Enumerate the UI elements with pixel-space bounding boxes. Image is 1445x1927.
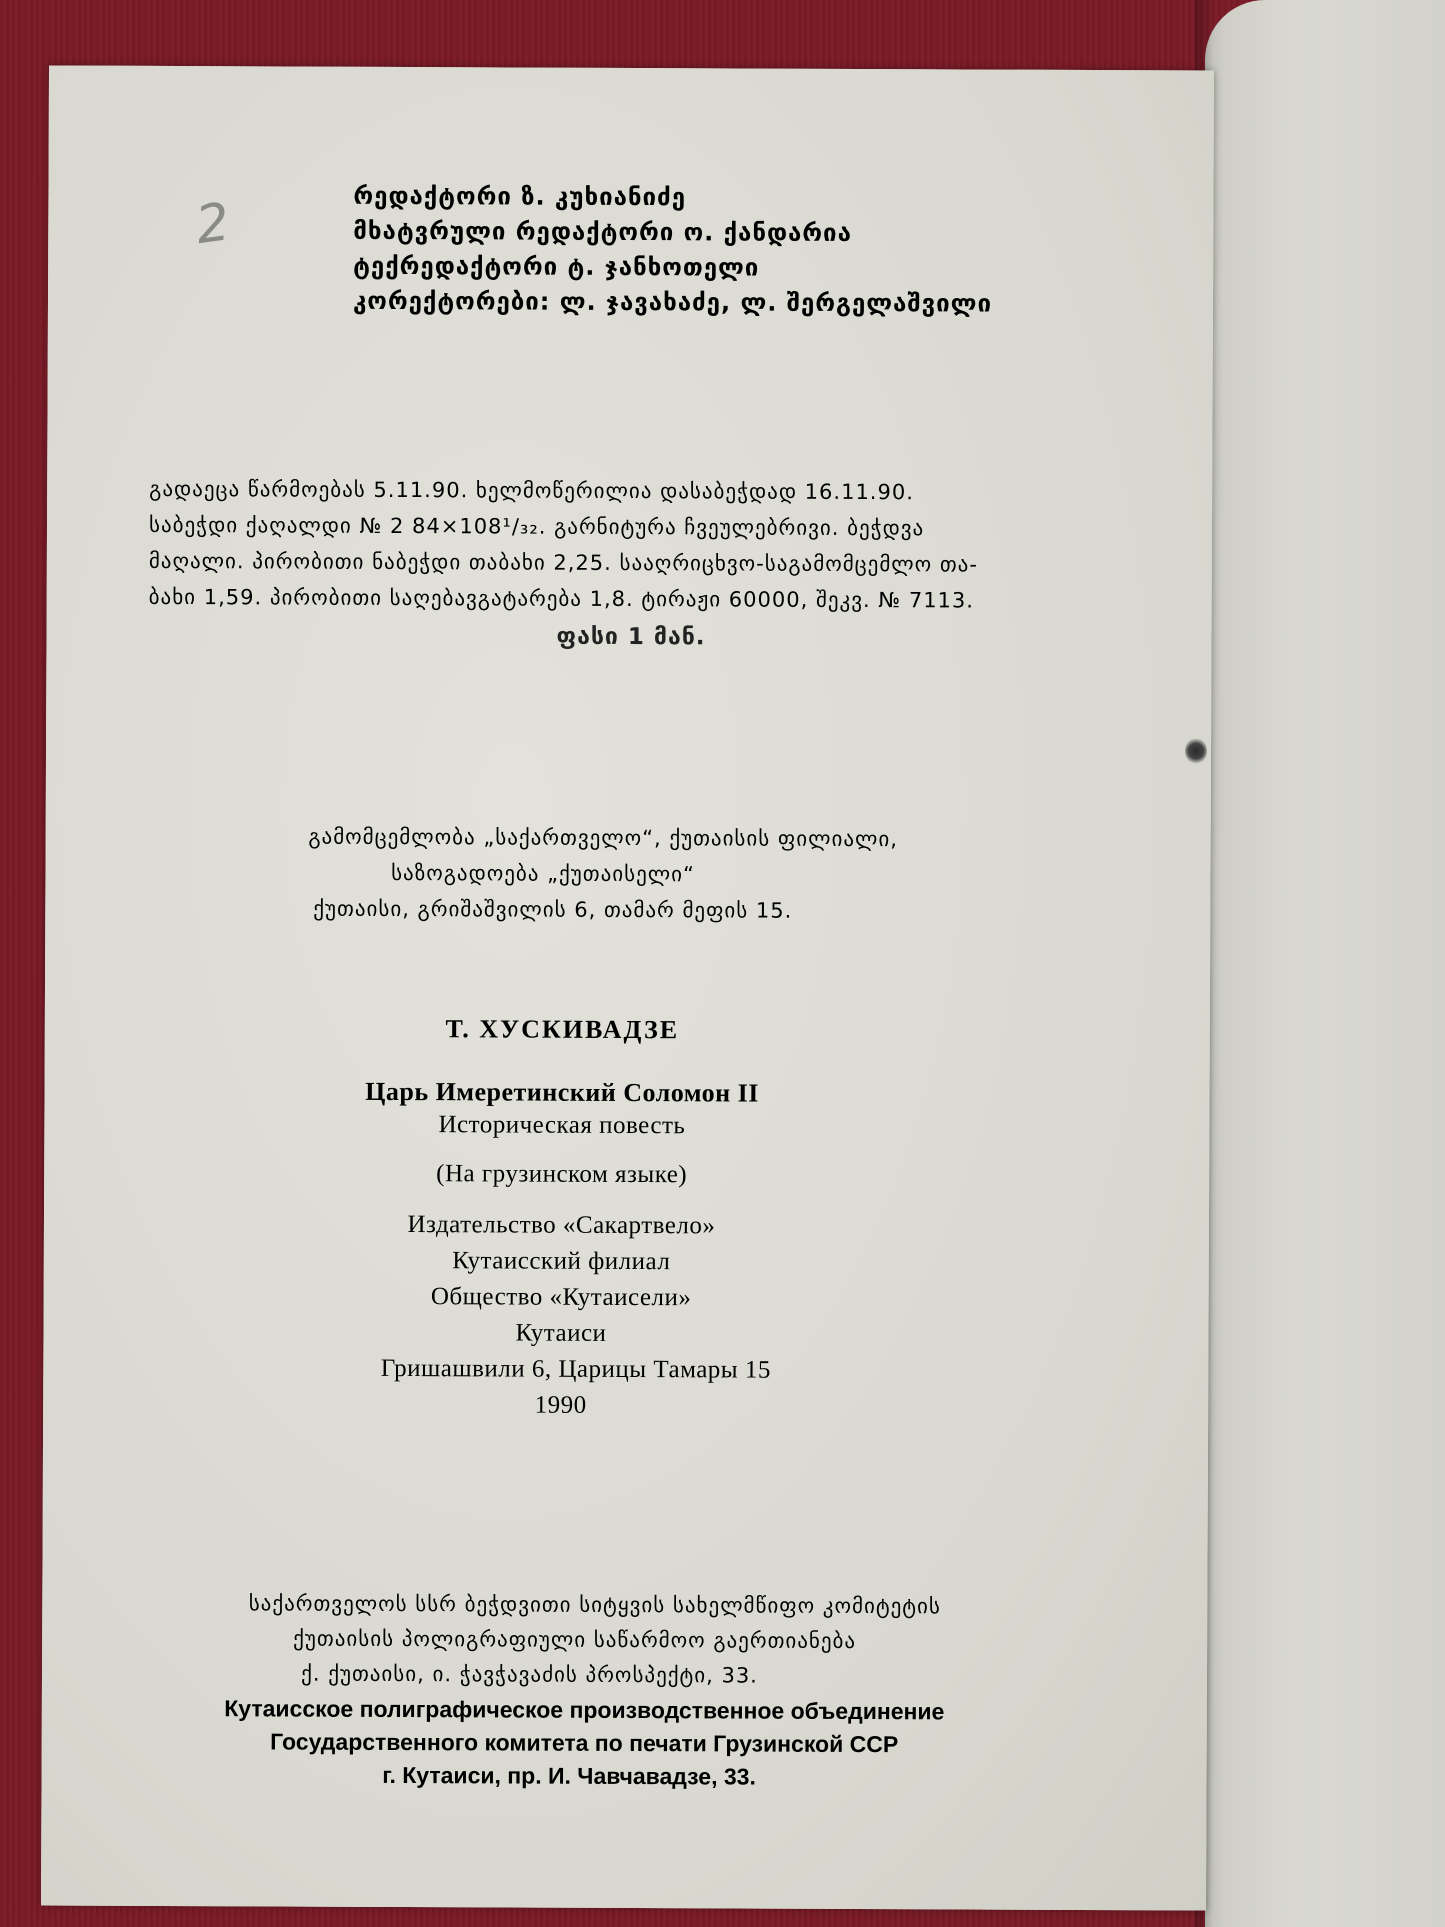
next-page-edge xyxy=(1205,0,1445,1927)
credit-tech-editor: ტექრედაქტორი ტ. ჯანხოთელი xyxy=(353,251,760,282)
credits-block xyxy=(353,179,993,322)
publisher-geo-block xyxy=(45,817,1210,930)
printer-geo-line: საქართველოს სსრ ბეჭდვითი სიტყვის სახელმწიფო კომიტეტის xyxy=(248,1591,941,1619)
print-info-line: გადაეცა წარმოებას 5.11.90. ხელმოწერილია დასაბეჭდად 16.11.90. xyxy=(149,476,914,505)
publisher-geo-line: საზოგადოება „ქუთაისელი“ xyxy=(391,860,695,887)
printer-ru-line: Государственного комитета по печати Грузинской ССР xyxy=(270,1728,899,1758)
author-name: Т. ХУСКИВАДЗЕ xyxy=(445,1014,680,1045)
publisher-geo-line: გამომცემლობა „საქართველო“, ქუთაისის ფილიალი, xyxy=(308,824,899,852)
language-note: (На грузинском языке) xyxy=(436,1160,688,1189)
printer-ru-line: г. Кутаиси, пр. И. Чавчавадзе, 33. xyxy=(382,1761,756,1790)
printer-ru-block xyxy=(41,1691,1206,1795)
ink-blot xyxy=(1185,738,1207,764)
credit-art-editor: მხატვრული რედაქტორი ო. ქანდარია xyxy=(353,216,852,247)
publisher-ru: Издательство «Сакартвело» xyxy=(407,1211,716,1240)
book-subtitle: Историческая повесть xyxy=(438,1111,686,1140)
credit-editor: რედაქტორი ზ. კუხიანიძე xyxy=(353,181,687,212)
print-info-line: მაღალი. პირობითი ნაბეჭდი თაბახი 2,25. სააღრიცხვო-საგამომცემლო თა- xyxy=(148,548,978,577)
printer-geo-block xyxy=(42,1585,1207,1695)
book-title: Царь Имеретинский Соломон II xyxy=(365,1076,759,1108)
printer-geo-line: ქუთაისის პოლიგრაფიული საწარმოო გაერთიანება xyxy=(293,1626,857,1654)
book-page xyxy=(41,65,1214,1910)
print-info-block xyxy=(149,471,979,619)
year: 1990 xyxy=(534,1391,587,1419)
russian-imprint xyxy=(43,1007,1210,1426)
print-info-line: საბეჭდი ქაღალდი № 2 84×108¹/₃₂. გარნიტურა ჩვეულებრივი. ბეჭდვა xyxy=(148,512,925,541)
society-ru: Общество «Кутаисели» xyxy=(430,1283,692,1312)
credit-proofreaders: კორექტორები: ლ. ჯავახაძე, ლ. შერგელაშვილი xyxy=(352,286,993,318)
branch-ru: Кутаисский филиал xyxy=(452,1247,671,1276)
printer-ru-line: Кутаисское полиграфическое производственное объединение xyxy=(224,1695,945,1725)
price: ფასი 1 მან. xyxy=(556,623,706,651)
print-info-line: ბახი 1,59. პირობითი საღებავგატარება 1,8. ტირაჟი 60000, შეკვ. № 7113. xyxy=(148,584,975,613)
handwritten-page-number: 2 xyxy=(192,192,234,257)
city-ru: Кутаиси xyxy=(515,1319,607,1347)
printer-geo-line: ქ. ქუთაისი, ი. ჭავჭავაძის პროსპექტი, 33. xyxy=(301,1661,758,1688)
address-ru: Гришашвили 6, Царицы Тамары 15 xyxy=(380,1354,771,1384)
publisher-geo-line: ქუთაისი, გრიშაშვილის 6, თამარ მეფის 15. xyxy=(313,896,793,923)
